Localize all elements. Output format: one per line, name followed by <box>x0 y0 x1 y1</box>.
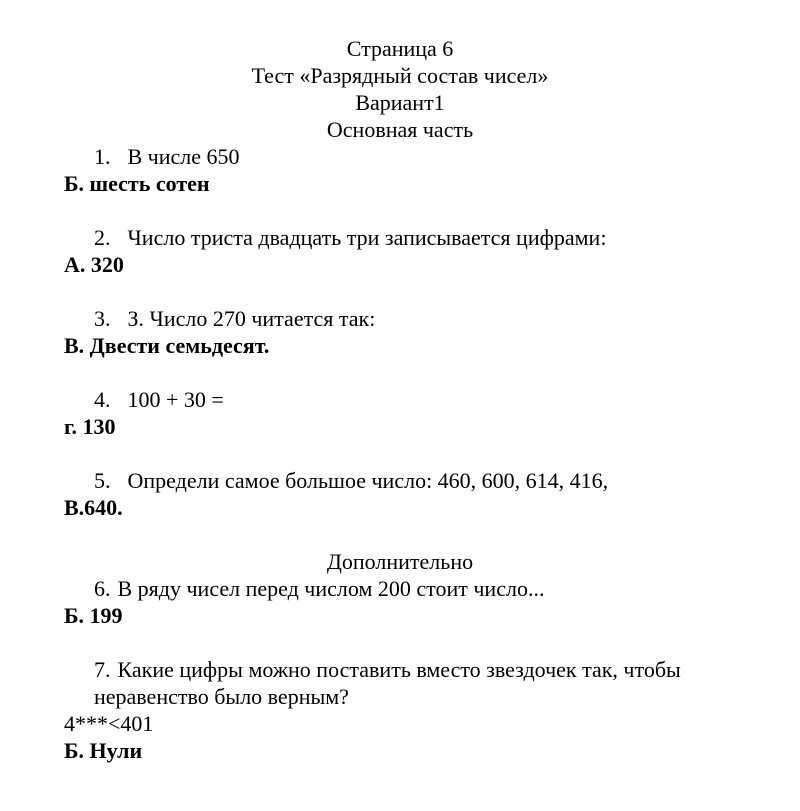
question-text: З. Число 270 читается так: <box>127 306 376 331</box>
test-title: Тест «Разрядный состав чисел» <box>251 63 549 88</box>
blank-line <box>64 440 736 467</box>
variant-label: Вариант1 <box>355 90 445 115</box>
answer-line-2: А. 320 <box>64 252 124 277</box>
question-number: 7. <box>94 657 111 682</box>
blank-line <box>64 278 736 305</box>
question-line-7 <box>64 656 736 683</box>
question-line-3 <box>64 305 736 332</box>
blank-line <box>64 521 736 548</box>
question-number: 1. <box>94 144 111 169</box>
question-number: 2. <box>94 225 111 250</box>
inequality-expression: 4***<401 <box>64 711 154 736</box>
question-text: 100 + 30 = <box>127 387 224 412</box>
answer-line-4: г. 130 <box>64 414 116 439</box>
question-number: 3. <box>94 306 111 331</box>
question-number: 4. <box>94 387 111 412</box>
question-text: В числе 650 <box>127 144 240 169</box>
question-number: 5. <box>94 468 111 493</box>
question-text: В ряду чисел перед числом 200 стоит число... <box>117 576 545 601</box>
question-line-4 <box>64 386 736 413</box>
page-number-line: Страница 6 <box>346 36 454 61</box>
question-line-7-continued: неравенство было верным? <box>94 684 349 709</box>
question-text: Определи самое большое число: 460, 600, 614, 416, <box>127 468 609 493</box>
question-text: Какие цифры можно поставить вместо звездочек так, чтобы <box>117 657 681 682</box>
blank-line <box>64 359 736 386</box>
answer-line-5: В.640. <box>64 495 123 520</box>
main-section-title: Основная часть <box>326 117 474 142</box>
answer-line-6: Б. 199 <box>64 603 123 628</box>
question-line-1 <box>64 143 736 170</box>
answer-line-7: Б. Нули <box>64 738 143 763</box>
blank-line <box>64 629 736 656</box>
question-text: Число триста двадцать три записывается цифрами: <box>127 225 607 250</box>
question-number: 6. <box>94 576 111 601</box>
blank-line <box>64 197 736 224</box>
extra-section-title: Дополнительно <box>326 549 474 574</box>
question-line-5 <box>64 467 736 494</box>
question-line-6 <box>64 575 736 602</box>
question-line-2 <box>64 224 736 251</box>
answer-line-3: В. Двести семьдесят. <box>64 333 270 358</box>
answer-line-1: Б. шесть сотен <box>64 171 210 196</box>
